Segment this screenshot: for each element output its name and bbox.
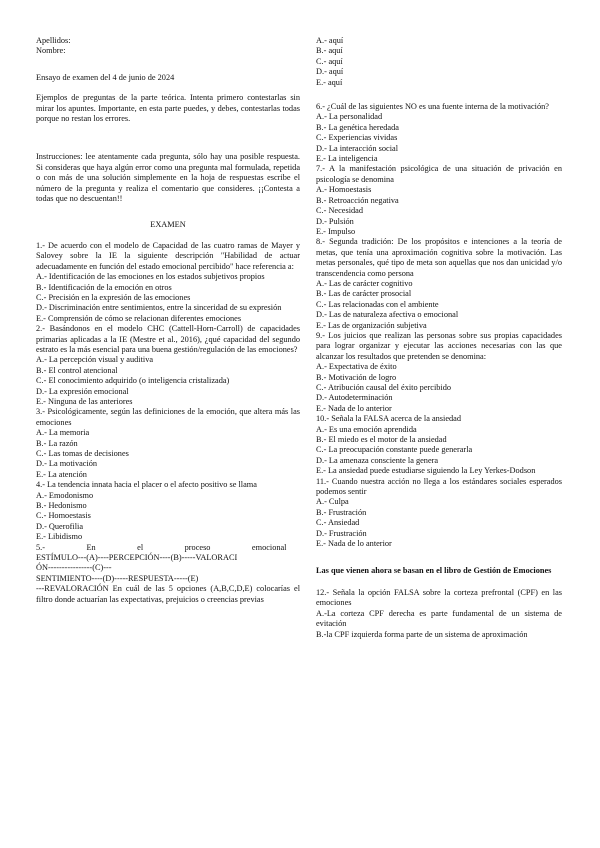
option-d: D.- Frustración bbox=[316, 528, 367, 538]
question-stem: 9.- Los juicios que realizan las personas sobre sus propias capacidades para lograr organizar y ejecutar las acciones necesarias con las que alcanzar los resultados que pretenden se denomina: bbox=[316, 330, 562, 361]
option-b: B.- Identificación de la emoción en otros bbox=[36, 282, 172, 292]
option-e: E.- aquí bbox=[316, 77, 343, 87]
option-d: D.- Autodeterminación bbox=[316, 393, 393, 403]
option-c: C.- Necesidad bbox=[316, 206, 363, 216]
option-e: E.- La inteligencia bbox=[316, 154, 378, 164]
question-5-options bbox=[316, 36, 562, 88]
question-stem-line: 5.- En el proceso emocional bbox=[36, 542, 287, 552]
option-a: A.- Las de carácter cognitivo bbox=[316, 278, 413, 288]
option-c: C.- Atribución causal del éxito percibido bbox=[316, 383, 452, 392]
option-c: C.- Precisión en la expresión de las emociones bbox=[36, 292, 191, 302]
option-b: B.- El control atencional bbox=[36, 365, 118, 375]
question-stem: 10.- Señala la FALSA acerca de la ansiedad bbox=[316, 414, 461, 424]
right-column bbox=[316, 36, 562, 640]
question-stem-line: ESTÍMULO---(A)----PERCEPCIÓN----(B)-----VALORACI bbox=[36, 553, 238, 563]
question-stem: 3.- Psicológicamente, según las definiciones de la emoción, que altera más las emociones bbox=[36, 407, 300, 427]
question-stem: 11.- Cuando nuestra acción no llega a los estándares sociales esperados podemos sentir bbox=[316, 476, 562, 497]
option-a: A.- Expectativa de éxito bbox=[316, 362, 397, 372]
option-a: A.- La personalidad bbox=[316, 112, 383, 122]
question-6 bbox=[316, 102, 562, 164]
option-b: B.- Las de carácter prosocial bbox=[316, 289, 412, 299]
option-c: C.- El conocimiento adquirido (o inteligencia cristalizada) bbox=[36, 376, 230, 386]
question-3 bbox=[36, 407, 300, 480]
option-e: E.- Nada de lo anterior bbox=[316, 539, 392, 549]
option-b: B.- Frustración bbox=[316, 507, 367, 517]
question-stem: 6.- ¿Cuál de las siguientes NO es una fuente interna de la motivación? bbox=[316, 102, 549, 112]
option-e: E.- Libidismo bbox=[36, 532, 83, 542]
option-b: B.-la CPF izquierda forma parte de un sistema de aproximación bbox=[316, 629, 528, 639]
section-heading: Las que vienen ahora se basan en el libro de Gestión de Emociones bbox=[316, 565, 552, 575]
question-4 bbox=[36, 480, 300, 542]
question-stem: 2.- Basándonos en el modelo CHC (Cattell-Horn-Carroll) de capacidades primarias aplicadas a la IE (Mestre et al., 2016), ¿qué capacidad del segundo estrato es la más esencial para una buena gestión/regulación de las emociones? bbox=[36, 324, 300, 354]
option-a: A.- Homoestasis bbox=[316, 185, 372, 195]
option-c: C.- Homoestasis bbox=[36, 511, 91, 521]
option-a: A.- Culpa bbox=[316, 497, 349, 507]
option-e: E.- La atención bbox=[36, 469, 87, 479]
question-stem-line: SENTIMIENTO----(D)-----RESPUESTA-----(E) bbox=[36, 573, 199, 583]
option-d: D.- Querofilia bbox=[36, 521, 83, 531]
option-c: C.- Las tomas de decisiones bbox=[36, 449, 129, 458]
option-e: E.- Nada de lo anterior bbox=[316, 403, 392, 413]
option-b: B.- Retroacción negativa bbox=[316, 195, 399, 205]
instructions-text: Instrucciones: lee atentamente cada pregunta, sólo hay una posible respuesta. Si consideras que haya algún error como una pregunta mal formulada, repetida o con más de una solución simplemente en la hoja de respuestas escribe el número de la pregunta y realiza el comentario que consideres. ¡¡Contesta a todas que no descuentan!! bbox=[36, 152, 300, 204]
option-c: C.- La preocupación constante puede generarla bbox=[316, 445, 473, 455]
question-stem: 1.- De acuerdo con el modelo de Capacidad de las cuatro ramas de Mayer y Salovey sobre la IE la siguiente descripción "Habilidad de actuar adecuadamente en función del estado emocional percibido" hace referencia a: bbox=[36, 240, 300, 271]
surname-label: Apellidos: bbox=[36, 36, 71, 45]
question-stem: 12.- Señala la opción FALSA sobre la corteza prefrontal (CPF) en las emociones bbox=[316, 587, 562, 608]
option-e: E.- Impulso bbox=[316, 226, 356, 236]
option-b: B.- Motivación de logro bbox=[316, 372, 397, 382]
option-d: D.- Pulsión bbox=[316, 216, 354, 226]
option-e: E.- La ansiedad puede estudiarse siguiendo la Ley Yerkes-Dodson bbox=[316, 466, 536, 476]
option-d: D.- Discriminación entre sentimientos, entre la sinceridad de su expresión bbox=[36, 303, 282, 313]
intro-text: Ejemplos de preguntas de la parte teórica. Intenta primero contestarlas sin mirar los apuntes. Importante, en esta parte puedes, y debes, contestarlas todas porque no restan los errores. bbox=[36, 93, 300, 124]
option-d: D.- La expresión emocional bbox=[36, 386, 129, 396]
question-2 bbox=[36, 324, 300, 407]
question-10 bbox=[316, 414, 562, 476]
option-e: E.- Comprensión de cómo se relacionan diferentes emociones bbox=[36, 313, 242, 323]
question-7 bbox=[316, 164, 562, 237]
option-c: C.- Ansiedad bbox=[316, 518, 360, 528]
question-11 bbox=[316, 477, 562, 550]
question-stem: 8.- Segunda tradición: De los propósitos e intenciones a la teoría de metas, que tenía una aproximación cognitiva sobre la motivación. Las metas personales, qué tipo de meta son aquellas que nos dan unicidad y/o transcendencia como persona bbox=[316, 237, 562, 278]
option-c: C.- Las relacionadas con el ambiente bbox=[316, 299, 439, 309]
question-5 bbox=[36, 543, 300, 605]
option-d: D.- aquí bbox=[316, 67, 344, 77]
question-1 bbox=[36, 241, 300, 324]
option-d: D.- La interacción social bbox=[316, 143, 399, 153]
name-label: Nombre: bbox=[36, 46, 66, 56]
option-a: A.- La percepción visual y auditiva bbox=[36, 355, 154, 365]
question-12 bbox=[316, 588, 562, 640]
option-a: A.- La memoria bbox=[36, 428, 90, 438]
option-b: B.- La razón bbox=[36, 438, 78, 448]
left-column bbox=[36, 36, 300, 605]
option-c: C.- aquí bbox=[316, 56, 343, 66]
option-c: C.- Experiencias vividas bbox=[316, 133, 398, 143]
option-b: B.- El miedo es el motor de la ansiedad bbox=[316, 435, 447, 445]
option-a: A.- Es una emoción aprendida bbox=[316, 424, 417, 434]
option-d: D.- La motivación bbox=[36, 459, 98, 469]
option-e: E.- Las de organización subjetiva bbox=[316, 320, 427, 330]
exam-title: EXAMEN bbox=[150, 220, 186, 230]
question-stem-line: ÓN----------------(C)--- bbox=[36, 563, 112, 573]
exam-date: Ensayo de examen del 4 de junio de 2024 bbox=[36, 72, 175, 82]
option-a: A.-La corteza CPF derecha es parte fundamental de un sistema de evitación bbox=[316, 608, 562, 629]
option-b: B.- Hedonismo bbox=[36, 501, 87, 511]
option-e: E.- Ninguna de las anteriores bbox=[36, 396, 133, 406]
option-a: A.- Emodonismo bbox=[36, 490, 94, 500]
question-stem: 4.- La tendencia innata hacia el placer o el afecto positivo se llama bbox=[36, 480, 257, 490]
question-9 bbox=[316, 331, 562, 414]
option-b: B.- La genética heredada bbox=[316, 122, 399, 132]
option-d: D.- La amenaza consciente la genera bbox=[316, 455, 439, 465]
question-8 bbox=[316, 237, 562, 331]
question-stem-line: ---REVALORACIÓN En cuál de las 5 opciones (A,B,C,D,E) colocarías el filtro donde actuarían las expectativas, prejuicios o creencias previas bbox=[36, 584, 300, 604]
option-b: B.- aquí bbox=[316, 46, 343, 56]
question-stem: 7.- A la manifestación psicológica de una situación de privación en psicología se denomina bbox=[316, 164, 562, 184]
option-a: A.- Identificación de las emociones en los estados subjetivos propios bbox=[36, 272, 265, 282]
option-a: A.- aquí bbox=[316, 36, 344, 45]
option-d: D.- Las de naturaleza afectiva o emocional bbox=[316, 310, 459, 320]
